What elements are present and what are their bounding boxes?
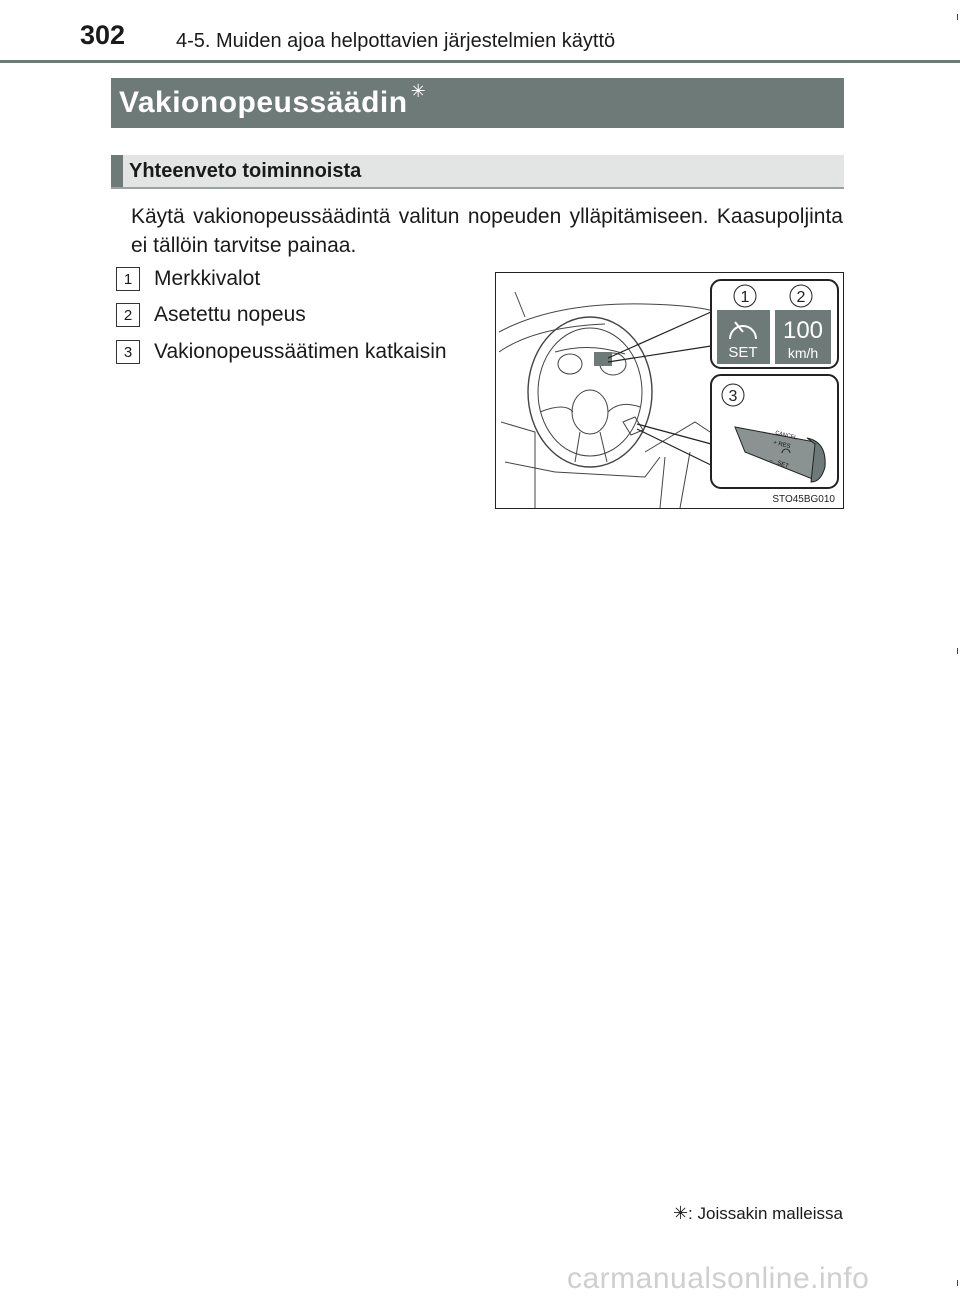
subsection-title: Yhteenveto toiminnoista: [129, 159, 362, 182]
set-speed-value: 100: [782, 317, 824, 344]
crop-mark: [957, 1280, 958, 1286]
set-indicator-label: SET: [728, 344, 758, 361]
chapter-title: 4-5. Muiden ajoa helpottavien järjestelmien käyttö: [176, 30, 616, 52]
header-rule: [0, 60, 960, 63]
item-label: Merkkivalot: [154, 267, 261, 290]
footnote-text: : Joissakin malleissa: [688, 1204, 843, 1223]
crop-mark: [957, 14, 958, 20]
subsection-accent-bar: [111, 155, 123, 187]
cruise-control-illustration: [495, 272, 844, 509]
section-title: Vakionopeussäädin: [119, 86, 408, 119]
item-number-badge: 1: [116, 267, 140, 291]
page-number: 302: [80, 20, 126, 50]
crop-mark: [957, 648, 958, 654]
callout-number: 2: [796, 289, 806, 306]
cluster-display: [594, 352, 612, 366]
list-item: [116, 267, 260, 291]
item-number-badge: 2: [116, 303, 140, 327]
list-item: [116, 303, 306, 327]
lever-label: CANCEL: [774, 430, 798, 442]
item-label: Asetettu nopeus: [154, 303, 306, 326]
lever-label: −: [768, 458, 774, 466]
intro-paragraph: Käytä vakionopeussäädintä valitun nopeuden ylläpitämiseen. Kaasupoljinta ei tällöin tarvitse painaa.: [131, 205, 843, 257]
footnote: [673, 1203, 843, 1224]
asterisk-icon: ✳: [672, 1203, 689, 1223]
section-title-bar: [111, 78, 844, 128]
figure-code: STO45BG010: [772, 494, 835, 505]
list-item: [116, 340, 447, 364]
lever-label: + RES: [772, 440, 791, 451]
subsection-title-bar: [111, 155, 844, 189]
watermark: carmanualsonline.info: [567, 1262, 870, 1295]
asterisk-icon: ✳: [410, 80, 426, 101]
item-label: Vakionopeussäätimen katkaisin: [154, 340, 447, 363]
callout-number: 1: [740, 289, 750, 306]
callout-number: 3: [728, 388, 738, 405]
item-number-badge: 3: [116, 340, 140, 364]
lever-label: SET: [776, 460, 790, 470]
speed-unit: km/h: [787, 345, 819, 361]
